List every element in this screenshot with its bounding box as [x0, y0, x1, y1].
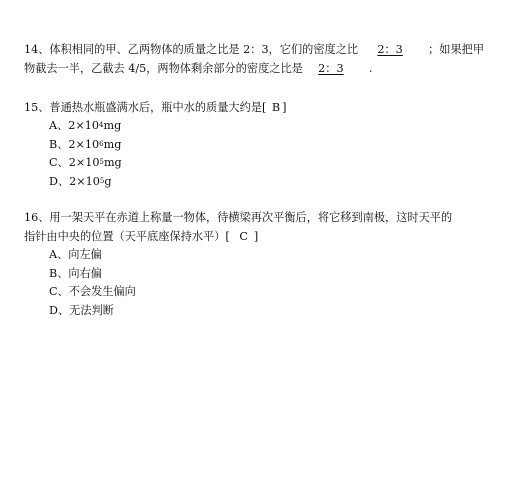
- option-d-unit: g: [104, 174, 112, 188]
- option-d-label: D、2×10: [49, 174, 100, 188]
- option-c-exponent: 5: [99, 158, 104, 166]
- question-14-text-4: .: [368, 62, 373, 75]
- question-14-text-2: ；如果把甲: [428, 43, 485, 56]
- question-15-text: 15、普通热水瓶盛满水后，瓶中水的质量大约是[: [24, 101, 267, 114]
- option-b-unit: mg: [103, 137, 122, 151]
- question-14-text-3: 物截去一半，乙截去 4/5，两物体剩余部分的密度之比是: [24, 62, 303, 75]
- option-a-label: A、2×10: [49, 119, 99, 132]
- question-14-line-2: [24, 59, 517, 78]
- question-15-option-b: [24, 136, 517, 155]
- question-16-line-1: 16、用一架天平在赤道上称量一物体，待横梁再次平衡后，将它移到南极，这时天平的: [24, 211, 453, 224]
- question-15-option-c: [24, 154, 517, 173]
- question-16-bracket-close: ]: [253, 230, 259, 243]
- question-16-text: 指针由中央的位置（天平底座保持水平）[: [24, 230, 230, 243]
- question-15-bracket-close: ]: [282, 101, 287, 114]
- question-14: [24, 40, 517, 78]
- question-16-option-a: A、向左偏: [49, 248, 102, 261]
- option-c-unit: mg: [103, 156, 122, 169]
- question-16-option-c: C、不会发生偏向: [49, 285, 136, 298]
- question-14-text-1: 14、体积相同的甲、乙两物体的质量之比是 2：3，它们的密度之比: [24, 43, 359, 56]
- question-16-answer: C: [239, 230, 248, 243]
- question-14-line-1: [24, 40, 517, 59]
- question-15-answer: B: [271, 101, 281, 114]
- question-14-answer-blank-1: 2：3: [377, 43, 403, 56]
- question-15-option-a: [24, 117, 517, 136]
- question-14-answer-blank-2: 2：3: [318, 62, 344, 75]
- question-16-option-b: B、向右偏: [49, 266, 102, 280]
- option-b-exponent: 6: [99, 139, 104, 148]
- option-a-exponent: 4: [99, 121, 104, 129]
- option-d-exponent: 5: [99, 176, 105, 185]
- question-15-options: [24, 117, 517, 191]
- question-16-line-2: [24, 227, 517, 246]
- question-15: [24, 98, 517, 191]
- question-16-options: [24, 246, 517, 320]
- question-15-option-d: [24, 173, 517, 192]
- question-16: [24, 208, 517, 320]
- question-15-stem: [24, 98, 517, 117]
- question-16-option-d: D、无法判断: [49, 303, 114, 317]
- option-b-label: B、2×10: [49, 137, 100, 151]
- option-a-unit: mg: [103, 119, 122, 132]
- option-c-label: C、2×10: [49, 156, 100, 169]
